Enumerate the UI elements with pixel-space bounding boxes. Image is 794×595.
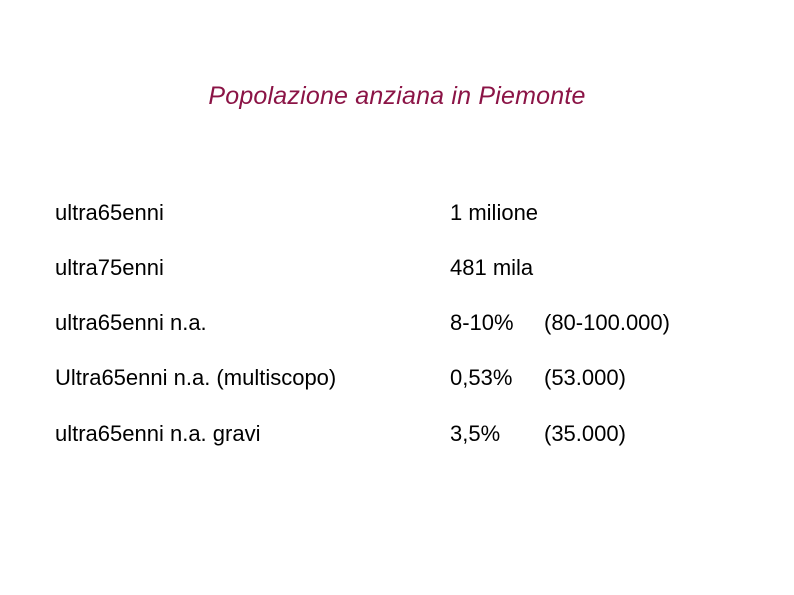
row-label: ultra65enni [55, 200, 164, 225]
row-percentage: 3,5% [450, 421, 501, 446]
row-label: ultra65enni n.a. [55, 310, 207, 335]
row-label: ultra75enni [55, 255, 164, 280]
row-value: 1 milione [450, 200, 539, 225]
row-percentage: 8-10% [450, 310, 514, 335]
row-percentage: 0,53% [450, 365, 513, 390]
row-count: (35.000) [544, 421, 626, 446]
row-count: (80-100.000) [544, 310, 670, 335]
row-label: ultra65enni n.a. gravi [55, 421, 261, 446]
slide-title: Popolazione anziana in Piemonte [208, 82, 586, 110]
row-count: (53.000) [544, 365, 626, 390]
row-label: Ultra65enni n.a. (multiscopo) [55, 365, 337, 390]
row-value: 481 mila [450, 255, 534, 280]
